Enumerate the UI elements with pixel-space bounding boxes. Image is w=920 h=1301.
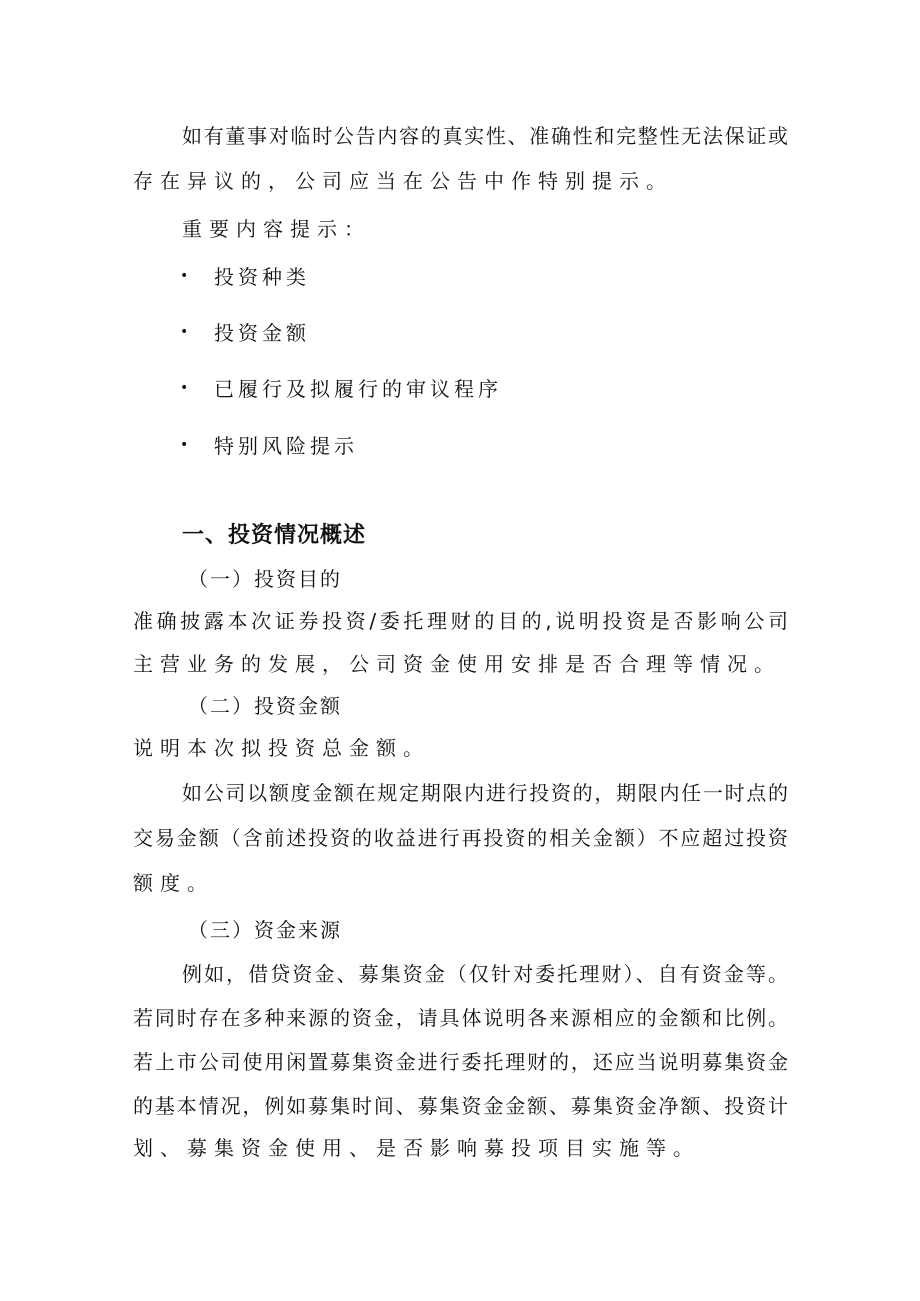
intro-line-1: 如有董事对临时公告内容的真实性、准确性和完整性无法保证或: [182, 124, 788, 148]
paragraph-line: 划、募集资金使用、是否影响募投项目实施等。: [133, 1136, 700, 1160]
list-item: 已履行及拟履行的审议程序: [214, 377, 502, 401]
bullet-icon: •: [180, 268, 189, 284]
paragraph-line: 若同时存在多种来源的资金，请具体说明各来源相应的金额和比例。: [133, 1006, 788, 1030]
paragraph-line: 例如，借贷资金、募集资金（仅针对委托理财）、自有资金等。: [182, 962, 788, 986]
list-item: 投资种类: [214, 265, 310, 289]
paragraph-line: 交易金额（含前述投资的收益进行再投资的相关金额）不应超过投资: [133, 826, 788, 850]
subsection-title: （二）投资金额: [188, 694, 342, 718]
paragraph-line: 额度。: [133, 871, 214, 895]
paragraph-line: 如公司以额度金额在规定期限内进行投资的，期限内任一时点的: [182, 781, 788, 805]
bullet-icon: •: [180, 437, 189, 453]
paragraph-line: 准确披露本次证券投资/委托理财的目的,说明投资是否影响公司: [133, 609, 788, 633]
bullet-icon: •: [180, 324, 189, 340]
list-item: 投资金额: [214, 321, 310, 345]
section-heading: 一、投资情况概述: [182, 523, 367, 548]
list-item: 特别风险提示: [214, 434, 358, 458]
key-points-label: 重要内容提示：: [182, 217, 371, 241]
paragraph-line: 主营业务的发展，公司资金使用安排是否合理等情况。: [133, 652, 781, 676]
intro-line-2: 存在异议的，公司应当在公告中作特别提示。: [133, 169, 673, 193]
paragraph-line: 的基本情况，例如募集时间、募集资金金额、募集资金净额、投资计: [133, 1094, 788, 1118]
paragraph-line: 说明本次拟投资总金额。: [133, 736, 430, 760]
subsection-title: （三）资金来源: [188, 918, 342, 942]
paragraph-line: 若上市公司使用闲置募集资金进行委托理财的，还应当说明募集资金: [133, 1050, 788, 1074]
bullet-icon: •: [180, 380, 189, 396]
subsection-title: （一）投资目的: [188, 567, 342, 591]
